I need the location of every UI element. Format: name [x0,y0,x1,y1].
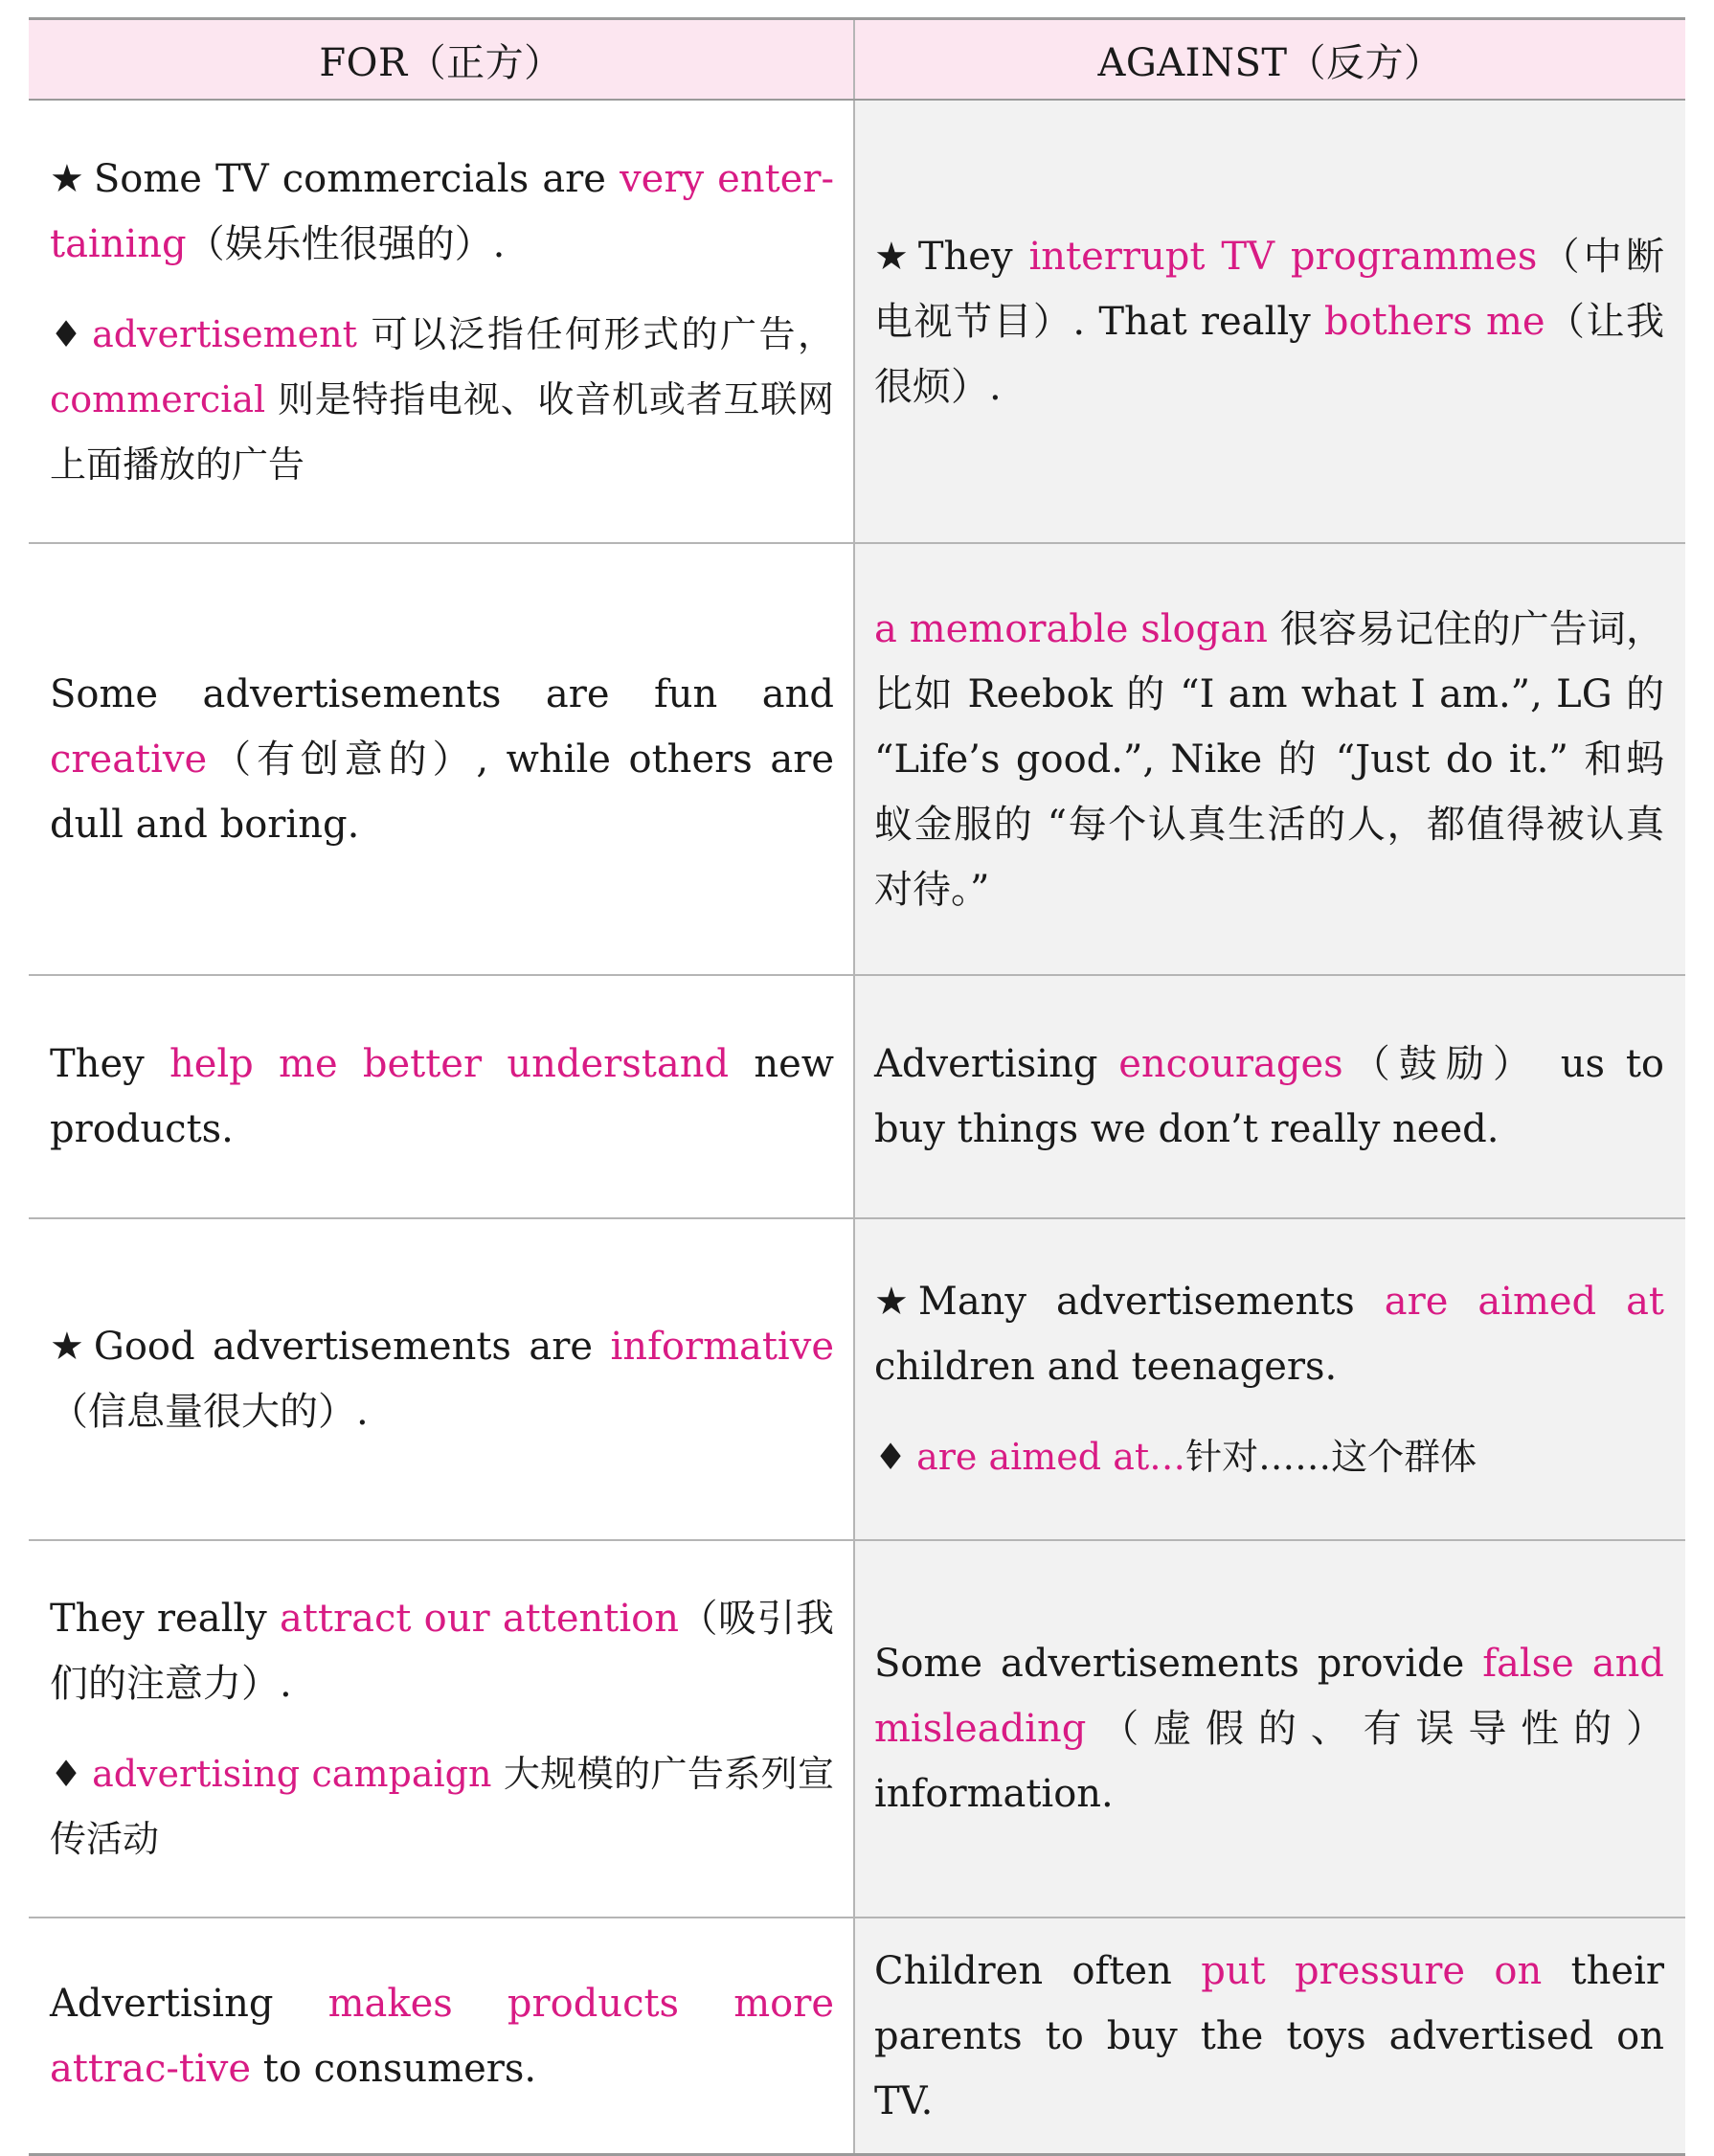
diamond-icon: ♦ [50,312,83,355]
key-phrase: bothers me [1323,299,1545,344]
star-icon: ★ [874,234,909,279]
key-phrase: a memorable slogan [874,606,1268,651]
for-point: They really attract our attention（吸引我们的注意力）. [50,1597,835,1706]
key-phrase: attract our attention [279,1597,679,1641]
against-point: a memorable slogan 很容易记住的广告词，比如 Reebok 的 “I am what I am.”, LG 的 “Life’s good.”, Nike 的 “Just do it.” 和蚂蚁金服的 “每个认真生活的人，都值得被认真对待。” [874,606,1665,912]
against-cell [854,1218,1685,1540]
for-cell [29,1218,854,1540]
key-phrase: advertisement [92,312,357,355]
against-cell [854,1540,1685,1918]
for-point: Advertising makes products more attrac-tive to consumers. [50,1981,834,2091]
debate-table [29,17,1685,2156]
for-column-header: FOR（正方） [29,19,854,101]
for-point: Some advertisements are fun and creative（有创意的）, while others are dull and boring. [50,671,834,847]
key-phrase: very enter-taining [50,156,834,266]
key-phrase: encourages [1118,1042,1343,1086]
key-phrase: informative [610,1325,834,1369]
against-cell [854,975,1685,1218]
against-cell [854,543,1685,975]
key-phrase: are aimed at… [916,1436,1186,1478]
against-point: Children often put pressure on their parents to buy the toys advertised on TV. [874,1948,1664,2123]
key-phrase: creative [50,737,208,782]
against-point: Some advertisements provide false and misleading（虚假的、有误导性的） information. [874,1642,1664,1816]
key-phrase: makes products more attrac-tive [50,1981,834,2091]
table-row [29,1540,1685,1918]
key-phrase: are aimed at [1384,1280,1665,1324]
against-point: Advertising encourages（鼓励） us to buy things we don’t really need. [874,1042,1664,1151]
against-column-header: AGAINST（反方） [854,19,1685,101]
table-row [29,975,1685,1218]
for-cell [29,543,854,975]
header-row [29,19,1685,101]
diamond-icon: ♦ [874,1436,908,1478]
key-phrase: help me better understand [169,1042,730,1086]
against-point: ★ They interrupt TV programmes（中断电视节目）. That really bothers me（让我很烦）. [874,224,1664,420]
star-icon: ★ [874,1280,909,1324]
against-cell [854,1918,1685,2155]
for-cell [29,975,854,1218]
against-cell [854,100,1685,543]
for-point: ★ Some TV commercials are very enter-taining（娱乐性很强的）. [50,147,834,277]
key-phrase: false and misleading [874,1642,1664,1751]
for-cell [29,100,854,543]
for-point: They help me better understand new products. [50,1042,834,1151]
diamond-icon: ♦ [50,1753,83,1795]
key-phrase: advertising campaign [92,1753,492,1795]
table-row [29,543,1685,975]
vocab-note: ♦ are aimed at…针对……这个群体 [874,1424,1664,1489]
key-phrase: put pressure on [1201,1948,1543,1993]
key-phrase: interrupt TV programmes [1028,234,1538,279]
table-row [29,1918,1685,2155]
for-point: ★ Good advertisements are informative（信息量很大的）. [50,1314,834,1444]
star-icon: ★ [50,1325,84,1369]
star-icon: ★ [50,156,84,201]
vocab-note: ♦ advertisement 可以泛指任何形式的广告，commercial 则是特指电视、收音机或者互联网上面播放的广告 [50,302,834,497]
for-cell [29,1540,854,1918]
for-cell [29,1918,854,2155]
table-row [29,1218,1685,1540]
key-phrase: commercial [50,377,266,420]
table-row [29,100,1685,543]
against-point: ★ Many advertisements are aimed at children and teenagers. [874,1269,1664,1399]
vocab-note: ♦ advertising campaign 大规模的广告系列宣传活动 [50,1741,834,1872]
